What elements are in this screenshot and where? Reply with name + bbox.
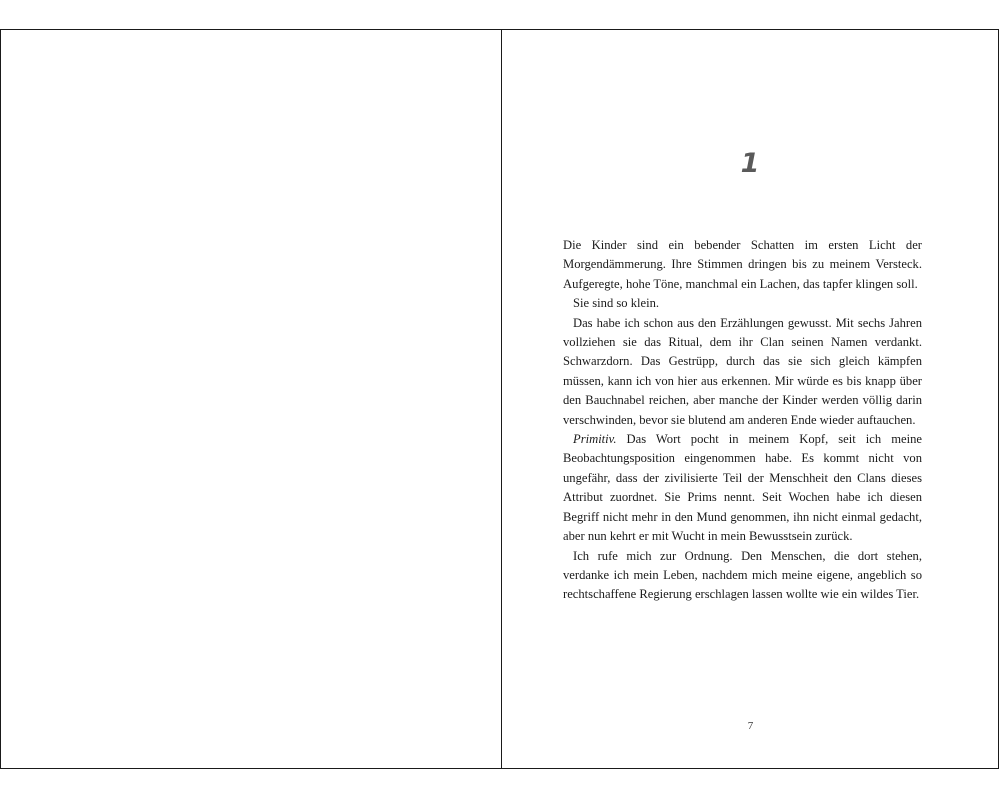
paragraph-4 <box>563 430 922 546</box>
left-page-blank <box>1 30 501 768</box>
right-page <box>502 30 999 768</box>
paragraph-4-text: Das Wort pocht in meinem Kopf, seit ich meine Beobachtungsposition eingenommen habe. Es kommt nicht von ungefähr, dass der zivilisierte Teil der Menschheit den Clans dieses Attribut zuordnet. Sie Prims nennt. Seit Wochen habe ich diesen Begriff nicht mehr in den Mund genommen, ihn nicht einmal gedacht, aber nun kehrt er mit Wucht in mein Bewusstsein zurück. <box>563 432 922 544</box>
page-number: 7 <box>747 720 754 732</box>
paragraph-4-emphasis: Primitiv. <box>573 432 617 447</box>
paragraph-3: Das habe ich schon aus den Erzählungen gewusst. Mit sechs Jahren vollziehen sie das Ritual, dem ihr Clan seinen Namen verdankt. Schwarzdorn. Das Gestrüpp, durch das sie sich gleich kämpfen müssen, kann ich von hier aus erkennen. Mir würde es bis knapp über den Bauchnabel reichen, aber manche der Kinder werden völlig darin verschwinden, bevor sie blutend am anderen Ende wieder auftauchen. <box>563 315 922 427</box>
paragraph-1: Die Kinder sind ein bebender Schatten im ersten Licht der Morgendämmerung. Ihre Stimmen dringen bis zu meinem Versteck. Aufgeregte, hohe Töne, manchmal ein Lachen, das tapfer klingen soll. <box>563 238 922 291</box>
chapter-body-text <box>563 236 922 605</box>
paragraph-5: Ich rufe mich zur Ordnung. Den Menschen, die dort stehen, verdanke ich mein Leben, nachdem mich meine eigene, angeblich so rechtschaffene Regierung erschlagen lassen wollte wie ein wildes Tier. <box>563 548 922 602</box>
chapter-number: 1 <box>740 148 761 179</box>
book-spread <box>0 29 999 769</box>
paragraph-2: Sie sind so klein. <box>573 296 660 311</box>
